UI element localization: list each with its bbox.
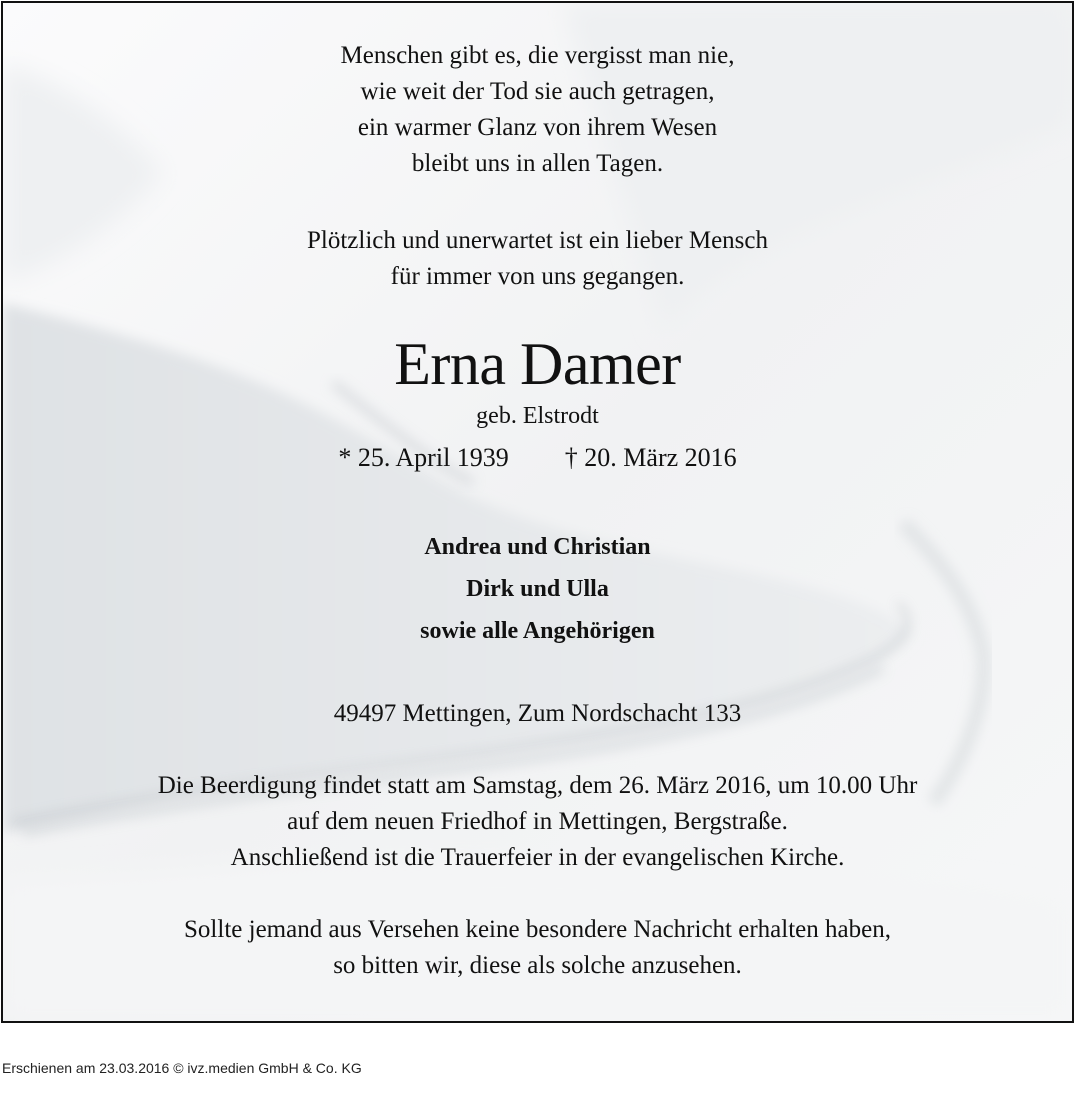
funeral-line: Anschließend ist die Trauerfeier in der evangelischen Kirche.	[230, 844, 845, 871]
poem-line: Menschen gibt es, die vergisst man nie,	[340, 42, 735, 69]
intro-line: für immer von uns gegangen.	[390, 263, 685, 290]
poem-line: ein warmer Glanz von ihrem Wesen	[357, 114, 718, 141]
publication-footer: Erschienen am 23.03.2016 © ivz.medien GmbH & Co. KG	[2, 1060, 362, 1076]
closing-line: so bitten wir, diese als solche anzusehen.	[333, 952, 742, 979]
death-date: † 20. März 2016	[564, 443, 737, 472]
life-dates	[3, 441, 1072, 475]
funeral-line: Die Beerdigung findet statt am Samstag, dem 26. März 2016, um 10.00 Uhr	[157, 772, 918, 799]
mourner-line: Dirk und Ulla	[466, 576, 609, 602]
mourner-line: Andrea und Christian	[424, 534, 651, 560]
funeral-line: auf dem neuen Friedhof in Mettingen, Bergstraße.	[287, 808, 788, 835]
mourner-line: sowie alle Angehörigen	[420, 618, 655, 644]
closing-line: Sollte jemand aus Versehen keine besondere Nachricht erhalten haben,	[184, 916, 891, 943]
notice-text	[3, 3, 1072, 1021]
intro-line: Plötzlich und unerwartet ist ein lieber Mensch	[307, 227, 768, 254]
maiden-name: geb. Elstrodt	[476, 403, 599, 429]
poem-line: wie weit der Tod sie auch getragen,	[360, 78, 715, 105]
poem-line: bleibt uns in allen Tagen.	[411, 150, 664, 177]
birth-date: * 25. April 1939	[338, 443, 509, 472]
deceased-name: Erna Damer	[394, 331, 681, 397]
obituary-notice	[1, 1, 1074, 1023]
family-address: 49497 Mettingen, Zum Nordschacht 133	[333, 700, 742, 727]
